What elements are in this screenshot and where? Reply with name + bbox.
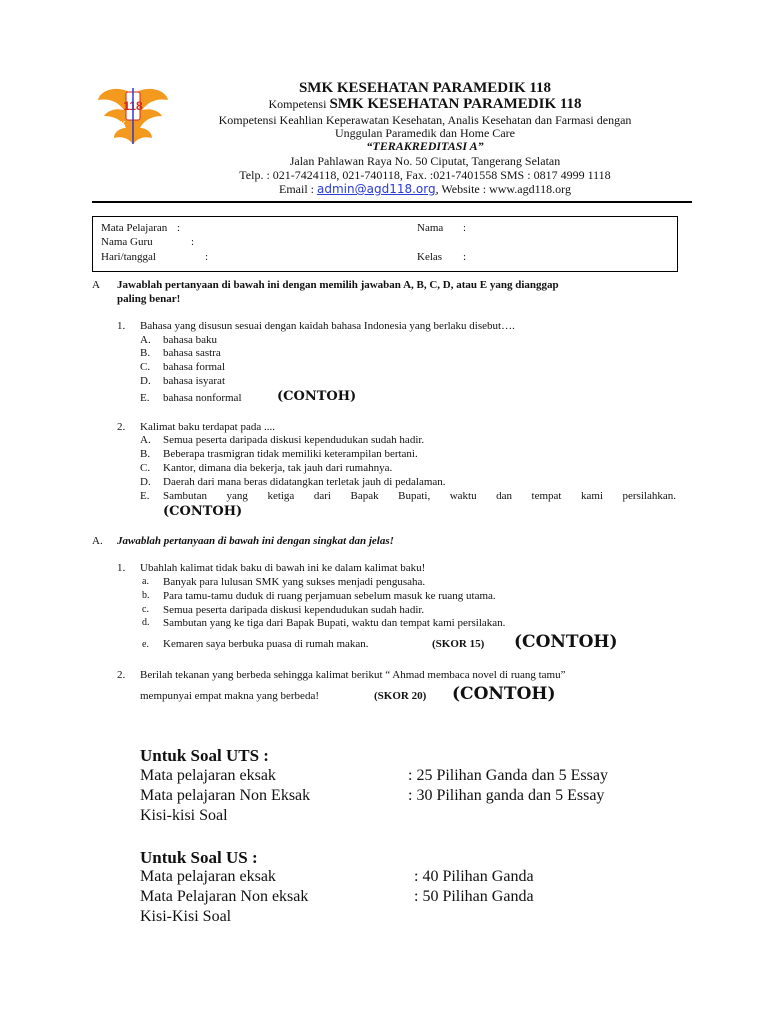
uts-row-2-value: : 30 Pilihan ganda dan 5 Essay: [408, 787, 605, 804]
option-letter: A.: [140, 334, 151, 346]
uts-title: Untuk Soal UTS :: [140, 746, 269, 765]
kompetensi-line: [170, 96, 680, 113]
question-number: 1.: [117, 320, 126, 332]
section-a-instruction-1: Jawablah pertanyaan di bawah ini dengan memilih jawaban A, B, C, D, atau E yang dianggap: [117, 279, 559, 291]
colon: :: [205, 251, 209, 263]
email-link[interactable]: admin@agd118.org: [317, 182, 436, 196]
item-letter: c.: [142, 604, 149, 615]
school-title: SMK KESEHATAN PARAMEDIK 118: [298, 80, 552, 96]
contoh-label: (CONTOH): [277, 389, 357, 404]
item-letter: d.: [142, 617, 150, 628]
contoh-label: (CONTOH): [452, 684, 556, 704]
us-row-1-label: Mata pelajaran eksak: [140, 868, 276, 885]
uts-row-1-value: : 25 Pilihan Ganda dan 5 Essay: [408, 767, 608, 784]
option-letter: B.: [140, 347, 151, 359]
colon: :: [463, 251, 467, 263]
kompetensi-prefix: Kompetensi: [268, 97, 327, 111]
item-letter: e.: [142, 639, 149, 650]
us-row-3-label: Kisi-Kisi Soal: [140, 908, 232, 925]
label-mapel: Mata Pelajaran: [101, 222, 168, 234]
option-letter: C.: [140, 361, 151, 373]
question-text-line-2: mempunyai empat makna yang berbeda!: [140, 690, 319, 702]
label-nama: Nama: [417, 222, 444, 234]
label-kelas: Kelas: [417, 251, 443, 263]
label-hari: Hari/tanggal: [101, 251, 156, 263]
contoh-label: (CONTOH): [514, 632, 618, 652]
section-b-instruction: Jawablah pertanyaan di bawah ini dengan singkat dan jelas!: [117, 535, 394, 547]
question-number: 2.: [117, 669, 126, 681]
question-text-line-1: Berilah tekanan yang berbeda sehingga kalimat berikut “ Ahmad membaca novel di ruang tamu”: [140, 669, 566, 681]
uts-row-2-label: Mata pelajaran Non Eksak: [140, 787, 311, 804]
logo-number: 118: [123, 99, 143, 113]
item-text: Kemaren saya berbuka puasa di rumah makan.: [163, 638, 369, 650]
item-text: Semua peserta daripada diskusi kependudukan sudah hadir.: [163, 604, 425, 616]
kompetensi-name: SMK KESEHATAN PARAMEDIK 118: [329, 96, 582, 112]
question-text: Kalimat baku terdapat pada ....: [140, 421, 276, 433]
option-text: bahasa baku: [163, 334, 218, 346]
option-letter: A.: [140, 434, 151, 446]
contact-line: [170, 182, 680, 197]
us-row-1-value: : 40 Pilihan Ganda: [414, 868, 534, 885]
question-number: 2.: [117, 421, 126, 433]
item-letter: b.: [142, 590, 150, 601]
item-text: Banyak para lulusan SMK yang sukses menjadi pengusaha.: [163, 576, 426, 588]
contoh-label: (CONTOH): [163, 504, 243, 519]
option-text: Daerah dari mana beras didatangkan terletak jauh di pedalaman.: [163, 476, 446, 488]
label-guru: Nama Guru: [101, 236, 153, 248]
student-info-box: [92, 216, 678, 272]
option-text: bahasa nonformal: [163, 392, 242, 404]
option-text: bahasa formal: [163, 361, 225, 373]
school-logo: [96, 84, 170, 146]
us-row-2-label: Mata Pelajaran Non eksak: [140, 888, 309, 905]
uts-row-3-label: Kisi-kisi Soal: [140, 807, 228, 824]
logo-smk-text: SMK: [110, 121, 126, 128]
keahlian-line-1: Kompetensi Keahlian Keperawatan Kesehatan, Analis Kesehatan dan Farmasi dengan: [218, 113, 632, 127]
option-letter: E.: [140, 392, 150, 404]
item-letter: a.: [142, 576, 149, 587]
option-letter: E.: [140, 490, 150, 502]
colon: :: [191, 236, 195, 248]
item-text: Para tamu-tamu duduk di ruang perjamuan sebelum masuk ke ruang utama.: [163, 590, 496, 602]
option-text: Beberapa trasmigran tidak memiliki keterampilan bertani.: [163, 448, 418, 460]
option-letter: D.: [140, 476, 151, 488]
question-text: Ubahlah kalimat tidak baku di bawah ini ke dalam kalimat baku!: [140, 562, 426, 574]
keahlian-line-2: Unggulan Paramedik dan Home Care: [335, 126, 515, 140]
option-letter: D.: [140, 375, 151, 387]
option-text: bahasa sastra: [163, 347, 221, 359]
email-label: Email :: [279, 182, 315, 196]
option-text: Semua peserta daripada diskusi kependudukan sudah hadir.: [163, 434, 425, 446]
section-a-letter: A: [92, 279, 100, 291]
option-letter: B.: [140, 448, 151, 460]
question-number: 1.: [117, 562, 126, 574]
skor-label: (SKOR 20): [374, 690, 427, 702]
question-text: Bahasa yang disusun sesuai dengan kaidah bahasa Indonesia yang berlaku disebut….: [140, 320, 515, 332]
item-text: Sambutan yang ke tiga dari Bapak Bupati, waktu dan tempat kami persilakan.: [163, 617, 506, 629]
section-a-instruction-2: paling benar!: [117, 293, 181, 305]
phone-line: Telp. : 021-7424118, 021-740118, Fax. :021-7401558 SMS : 0817 4999 1118: [239, 168, 611, 182]
option-text: Sambutan yang ketiga dari Bapak Bupati, waktu dan tempat kami persilahkan.: [163, 490, 676, 502]
uts-row-1-label: Mata pelajaran eksak: [140, 767, 276, 784]
address: Jalan Pahlawan Raya No. 50 Ciputat, Tangerang Selatan: [289, 154, 561, 168]
section-b-letter: A.: [92, 535, 103, 547]
colon: :: [463, 222, 467, 234]
colon: :: [177, 222, 181, 234]
akreditasi: “TERAKREDITASI A”: [366, 139, 484, 153]
option-letter: C.: [140, 462, 151, 474]
skor-label: (SKOR 15): [432, 638, 485, 650]
us-title: Untuk Soal US :: [140, 848, 258, 867]
website: , Website : www.agd118.org: [435, 182, 571, 196]
header-divider: [92, 201, 692, 203]
option-text: bahasa isyarat: [163, 375, 225, 387]
option-text: Kantor, dimana dia bekerja, tak jauh dari rumahnya.: [163, 462, 393, 474]
us-row-2-value: : 50 Pilihan Ganda: [414, 888, 534, 905]
